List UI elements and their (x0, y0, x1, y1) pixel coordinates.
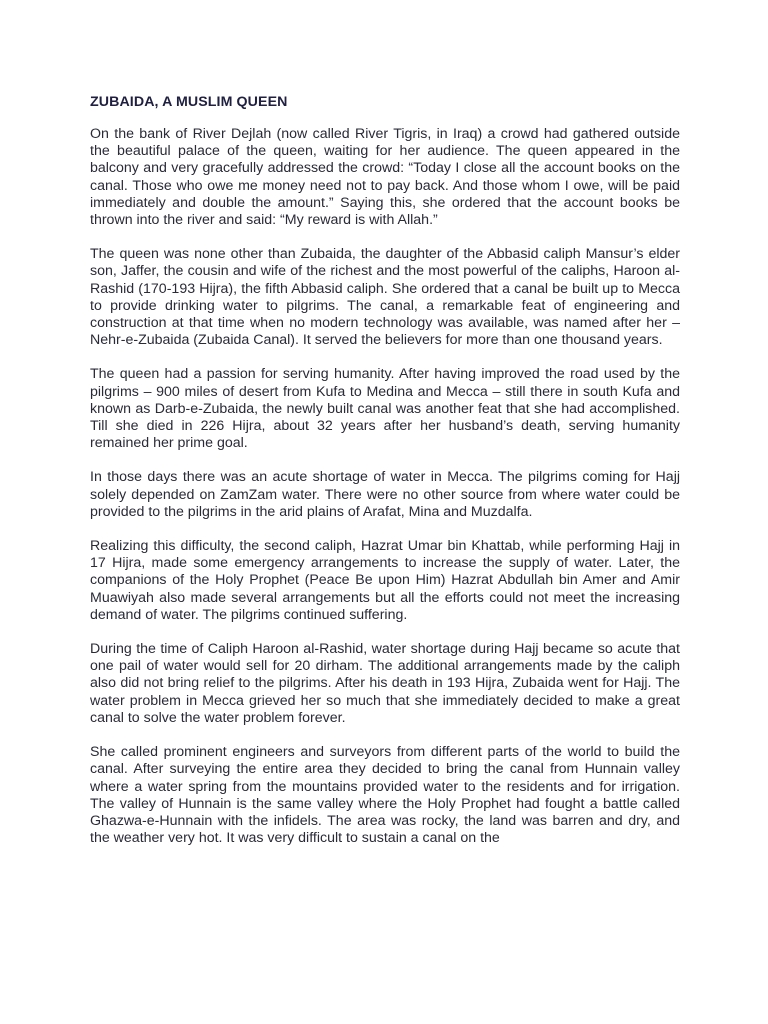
paragraph-7: She called prominent engineers and surveyors from different parts of the world to build the canal. After surveying the entire area they decided to bring the canal from Hunnain valley where a water spring from the mountains provided water to the residents and for irrigation. The valley of Hunnain is the same valley where the Holy Prophet had fought a battle called Ghazwa-e-Hunnain with the infidels. The area was rocky, the land was barren and dry, and the weather very hot. It was very difficult to sustain a canal on the (90, 744, 680, 847)
paragraph-6: During the time of Caliph Haroon al-Rashid, water shortage during Hajj became so acute that one pail of water would sell for 20 dirham. The additional arrangements made by the caliph also did not bring relief to the pilgrims. After his death in 193 Hijra, Zubaida went for Hajj. The water problem in Mecca grieved her so much that she immediately decided to make a great canal to solve the water problem forever. (90, 641, 680, 726)
paragraph-5: Realizing this difficulty, the second caliph, Hazrat Umar bin Khattab, while performing Hajj in 17 Hijra, made some emergency arrangements to increase the supply of water. Later, the companions of the Holy Prophet (Peace Be upon Him) Hazrat Abdullah bin Amer and Amir Muawiyah also made several arrangements but all the efforts could not meet the increasing demand of water. The pilgrims continued suffering. (90, 538, 680, 623)
paragraph-2: The queen was none other than Zubaida, the daughter of the Abbasid caliph Mansur’s elder son, Jaffer, the cousin and wife of the richest and the most powerful of the caliphs, Haroon al-Rashid (170-193 Hijra), the fifth Abbasid caliph. She ordered that a canal be built up to Mecca to provide drinking water to pilgrims. The canal, a remarkable feat of engineering and construction at that time when no modern technology was available, was named after her – Nehr-e-Zubaida (Zubaida Canal). It served the believers for more than one thousand years. (90, 246, 680, 349)
paragraph-4: In those days there was an acute shortage of water in Mecca. The pilgrims coming for Hajj solely depended on ZamZam water. There were no other source from where water could be provided to the pilgrims in the arid plains of Arafat, Mina and Muzdalfa. (90, 469, 680, 520)
paragraph-1: On the bank of River Dejlah (now called River Tigris, in Iraq) a crowd had gathered outside the beautiful palace of the queen, waiting for her audience. The queen appeared in the balcony and very gracefully addressed the crowd: “Today I close all the account books on the canal. Those who owe me money need not to pay back. And those whom I owe, will be paid immediately and double the amount.” Saying this, she ordered that the account books be thrown into the river and said: “My reward is with Allah.” (90, 126, 680, 229)
document-title: ZUBAIDA, A MUSLIM QUEEN (90, 94, 288, 110)
paragraph-3: The queen had a passion for serving humanity. After having improved the road used by the pilgrims – 900 miles of desert from Kufa to Medina and Mecca – still there in south Kufa and known as Darb-e-Zubaida, the newly built canal was another feat that she had accomplished. Till she died in 226 Hijra, about 32 years after her husband’s death, serving humanity remained her prime goal. (90, 366, 680, 452)
